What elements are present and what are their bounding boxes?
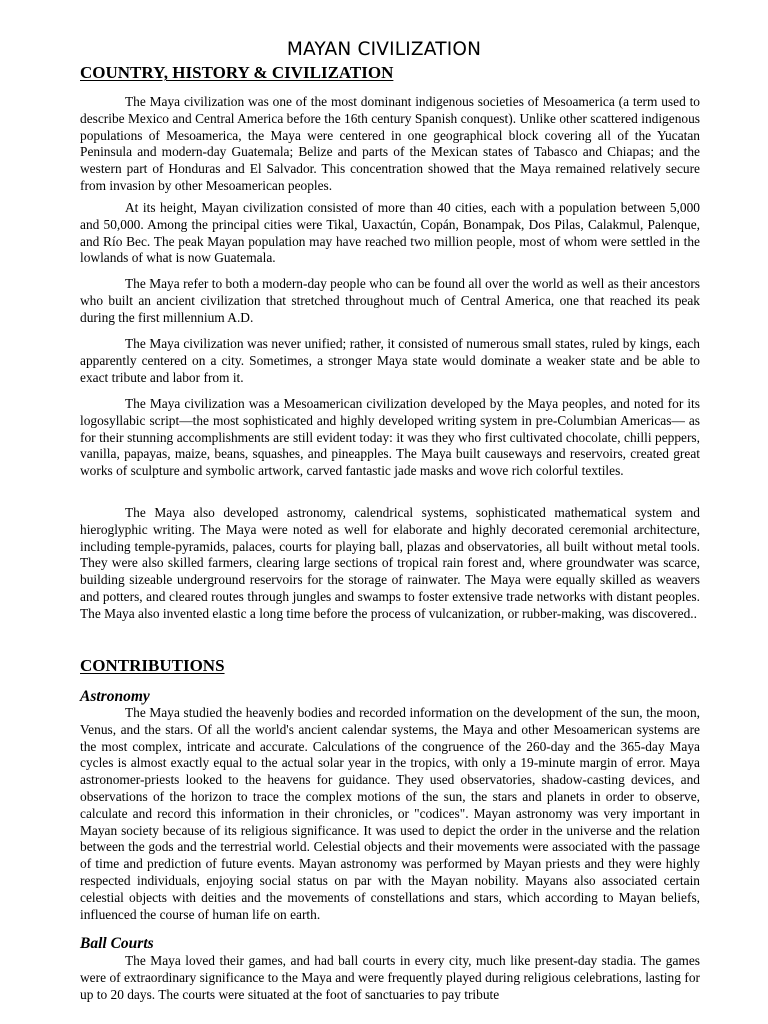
- paragraph-accomplishments: [80, 396, 700, 480]
- paragraph-cities: [80, 200, 700, 267]
- paragraph-text: The Maya studied the heavenly bodies and recorded information on the development of the sun, the moon, Venus, and the stars. Of all the world's ancient calendar systems, the Maya and other Mesoamerican systems are the most complex, intricate and accurate. Calculations of the congruence of the 260-day and the 365-day Maya cycles is almost exactly equal to the actual solar year in the tropics, with only a 19-minute margin of error. Maya astronomer-priests looked to the heavens for guidance. They used observatories, shadow-casting devices, and observations of the horizon to trace the complex motions of the sun, the stars and planets in order to observe, calculate and record this information in their chronicles, or "codices". Mayan astronomy was very important in Mayan society because of its religious significance. It was used to depict the order in the universe and the relation between the gods and the terrestrial world. Celestial objects and their movements were associated with the passage of time and prediction of future events. Mayan astronomy was performed by Mayan priests and they were highly respected individuals, enjoying social status on par with the Mayan nobility. Mayans also associated certain celestial objects with deities and the movements of constellations and stars, which according to Mayan beliefs, influenced the course of human life on earth.: [80, 705, 700, 922]
- paragraph-ball-courts: [80, 953, 700, 1003]
- paragraph-text: The Maya also developed astronomy, calendrical systems, sophisticated mathematical system and hieroglyphic writing. The Maya were noted as well for elaborate and highly decorated ceremonial architecture, including temple-pyramids, palaces, courts for playing ball, plazas and observatories, all built without metal tools. They were also skilled farmers, clearing large sections of tropical rain forest and, where groundwater was scarce, building sizeable underground reservoirs for the storage of rainwater. The Maya were equally skilled as weavers and potters, and cleared routes through jungles and swamps to foster extensive trade networks with distant peoples. The Maya also invented elastic a long time before the process of vulcanization, or rubber-making, was discovered..: [80, 505, 700, 621]
- paragraph-text: The Maya loved their games, and had ball courts in every city, much like present-day stadia. The games were of extraordinary significance to the Maya and were frequently played during religious celebrations, lasting for up to 20 days. The courts were situated at the foot of sanctuaries to pay tribute: [80, 953, 700, 1002]
- paragraph-text: The Maya civilization was never unified; rather, it consisted of numerous small states, ruled by kings, each apparently centered on a city. Sometimes, a stronger Maya state would dominate a weaker state and be able to exact tribute and labor from it.: [80, 336, 700, 385]
- document-title: MAYAN CIVILIZATION: [286, 39, 482, 60]
- subsection-heading-astronomy: Astronomy: [80, 688, 150, 705]
- section-heading-country-history: COUNTRY, HISTORY & CIVILIZATION: [80, 63, 394, 82]
- section-heading-contributions: CONTRIBUTIONS: [80, 656, 225, 675]
- paragraph-overview: [80, 94, 700, 195]
- paragraph-states: [80, 336, 700, 386]
- paragraph-text: The Maya refer to both a modern-day people who can be found all over the world as well as their ancestors who built an ancient civilization that stretched throughout much of Central America, one that reached its peak during the first millennium A.D.: [80, 276, 700, 325]
- paragraph-text: The Maya civilization was one of the most dominant indigenous societies of Mesoamerica (a term used to describe Mexico and Central America before the 16th century Spanish conquest). Unlike other scattered indigenous populations of Mesoamerica, the Maya were centered in one geographical block covering all of the Yucatan Peninsula and modern-day Guatemala; Belize and parts of the Mexican states of Tabasco and Chiapas; and the western part of Honduras and El Salvador. This concentration showed that the Maya remained relatively secure from invasion by other Mesoamerican peoples.: [80, 94, 700, 193]
- paragraph-astronomy: [80, 705, 700, 923]
- paragraph-text: At its height, Mayan civilization consisted of more than 40 cities, each with a population between 5,000 and 50,000. Among the principal cities were Tikal, Uaxactún, Copán, Bonampak, Dos Pilas, Calakmul, Palenque, and Río Bec. The peak Mayan population may have reached two million people, most of whom were settled in the lowlands of what is now Guatemala.: [80, 200, 700, 266]
- paragraph-modern-maya: [80, 276, 700, 326]
- paragraph-developments: [80, 505, 700, 623]
- subsection-heading-ball-courts: Ball Courts: [80, 935, 154, 952]
- paragraph-text: The Maya civilization was a Mesoamerican civilization developed by the Maya peoples, and noted for its logosyllabic script—the most sophisticated and highly developed writing system in pre-Columbian Americas— as for their stunning accomplishments are still evident today: it was they who first cultivated chocolate, chilli peppers, vanilla, papayas, maize, beans, squashes, and pineapples. The Maya built causeways and reservoirs, created great works of sculpture and symbolic artwork, carved fantastic jade masks and wove rich colorful textiles.: [80, 396, 700, 479]
